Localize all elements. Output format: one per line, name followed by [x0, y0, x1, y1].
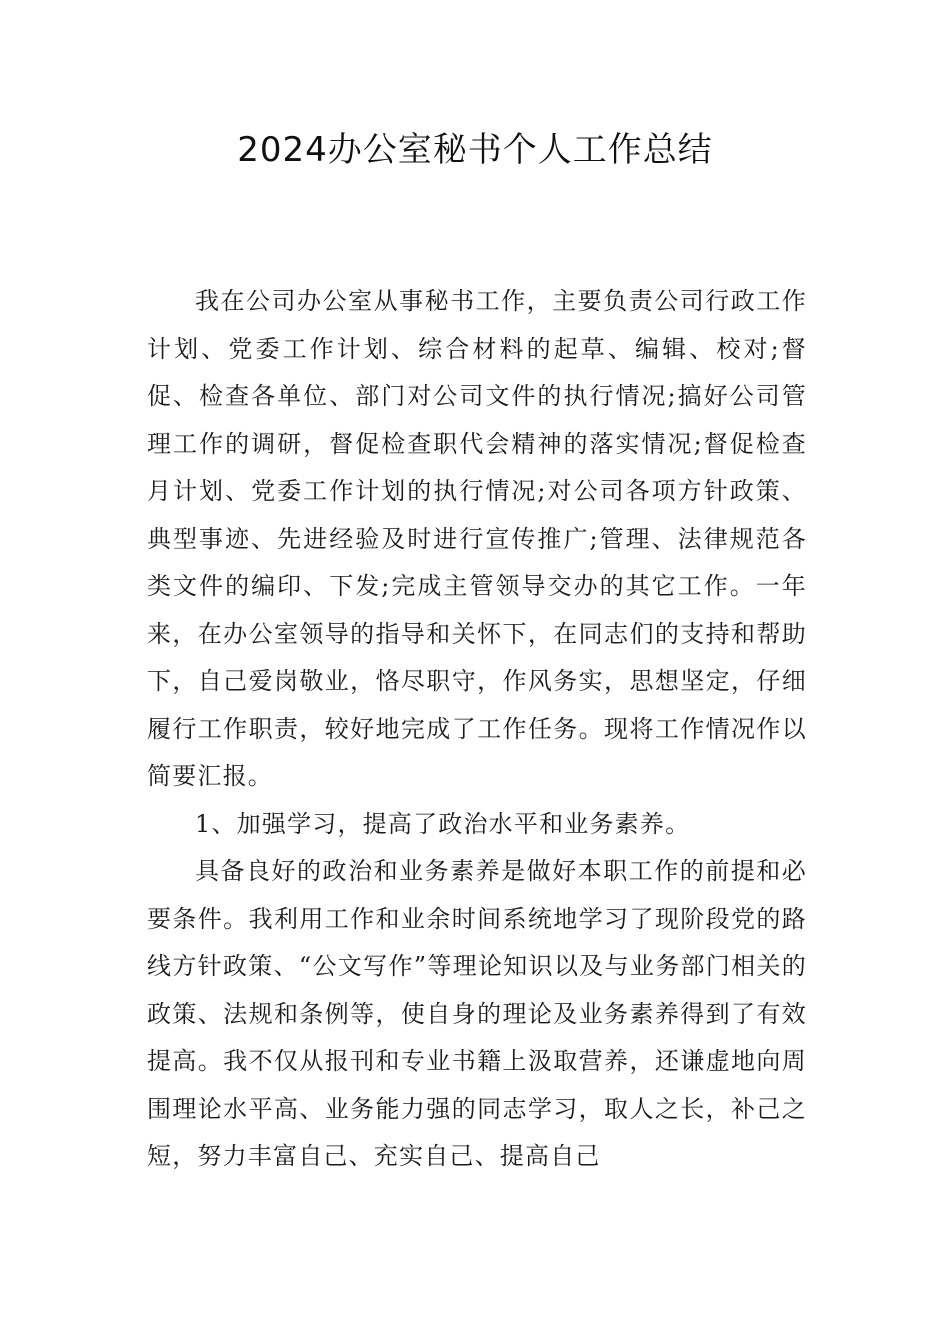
document-body	[147, 278, 807, 1181]
document-title: 2024办公室秘书个人工作总结	[237, 130, 713, 170]
paragraph-intro: 我在公司办公室从事秘书工作，主要负责公司行政工作计划、党委工作计划、综合材料的起草、编辑、校对;督促、检查各单位、部门对公司文件的执行情况;搞好公司管理工作的调研，督促检查职代会精神的落实情况;督促检查月计划、党委工作计划的执行情况;对公司各项方针政策、典型事迹、先进经验及时进行宣传推广;管理、法律规范各类文件的编印、下发;完成主管领导交办的其它工作。一年来，在办公室领导的指导和关怀下，在同志们的支持和帮助下，自己爱岗敬业，恪尽职守，作风务实，思想坚定，仔细履行工作职责，较好地完成了工作任务。现将工作情况作以简要汇报。	[147, 287, 807, 790]
paragraph-study: 具备良好的政治和业务素养是做好本职工作的前提和必要条件。我利用工作和业余时间系统地学习了现阶段党的路线方针政策、“公文写作”等理论知识以及与业务部门相关的政策、法规和条例等，使自身的理论及业务素养得到了有效提高。我不仅从报刊和专业书籍上汲取营养，还谦虚地向周围理论水平高、业务能力强的同志学习，取人之长，补己之短，努力丰富自己、充实自己、提高自己	[147, 857, 807, 1170]
section-heading-1: 1、加强学习，提高了政治水平和业务素养。	[195, 809, 691, 838]
